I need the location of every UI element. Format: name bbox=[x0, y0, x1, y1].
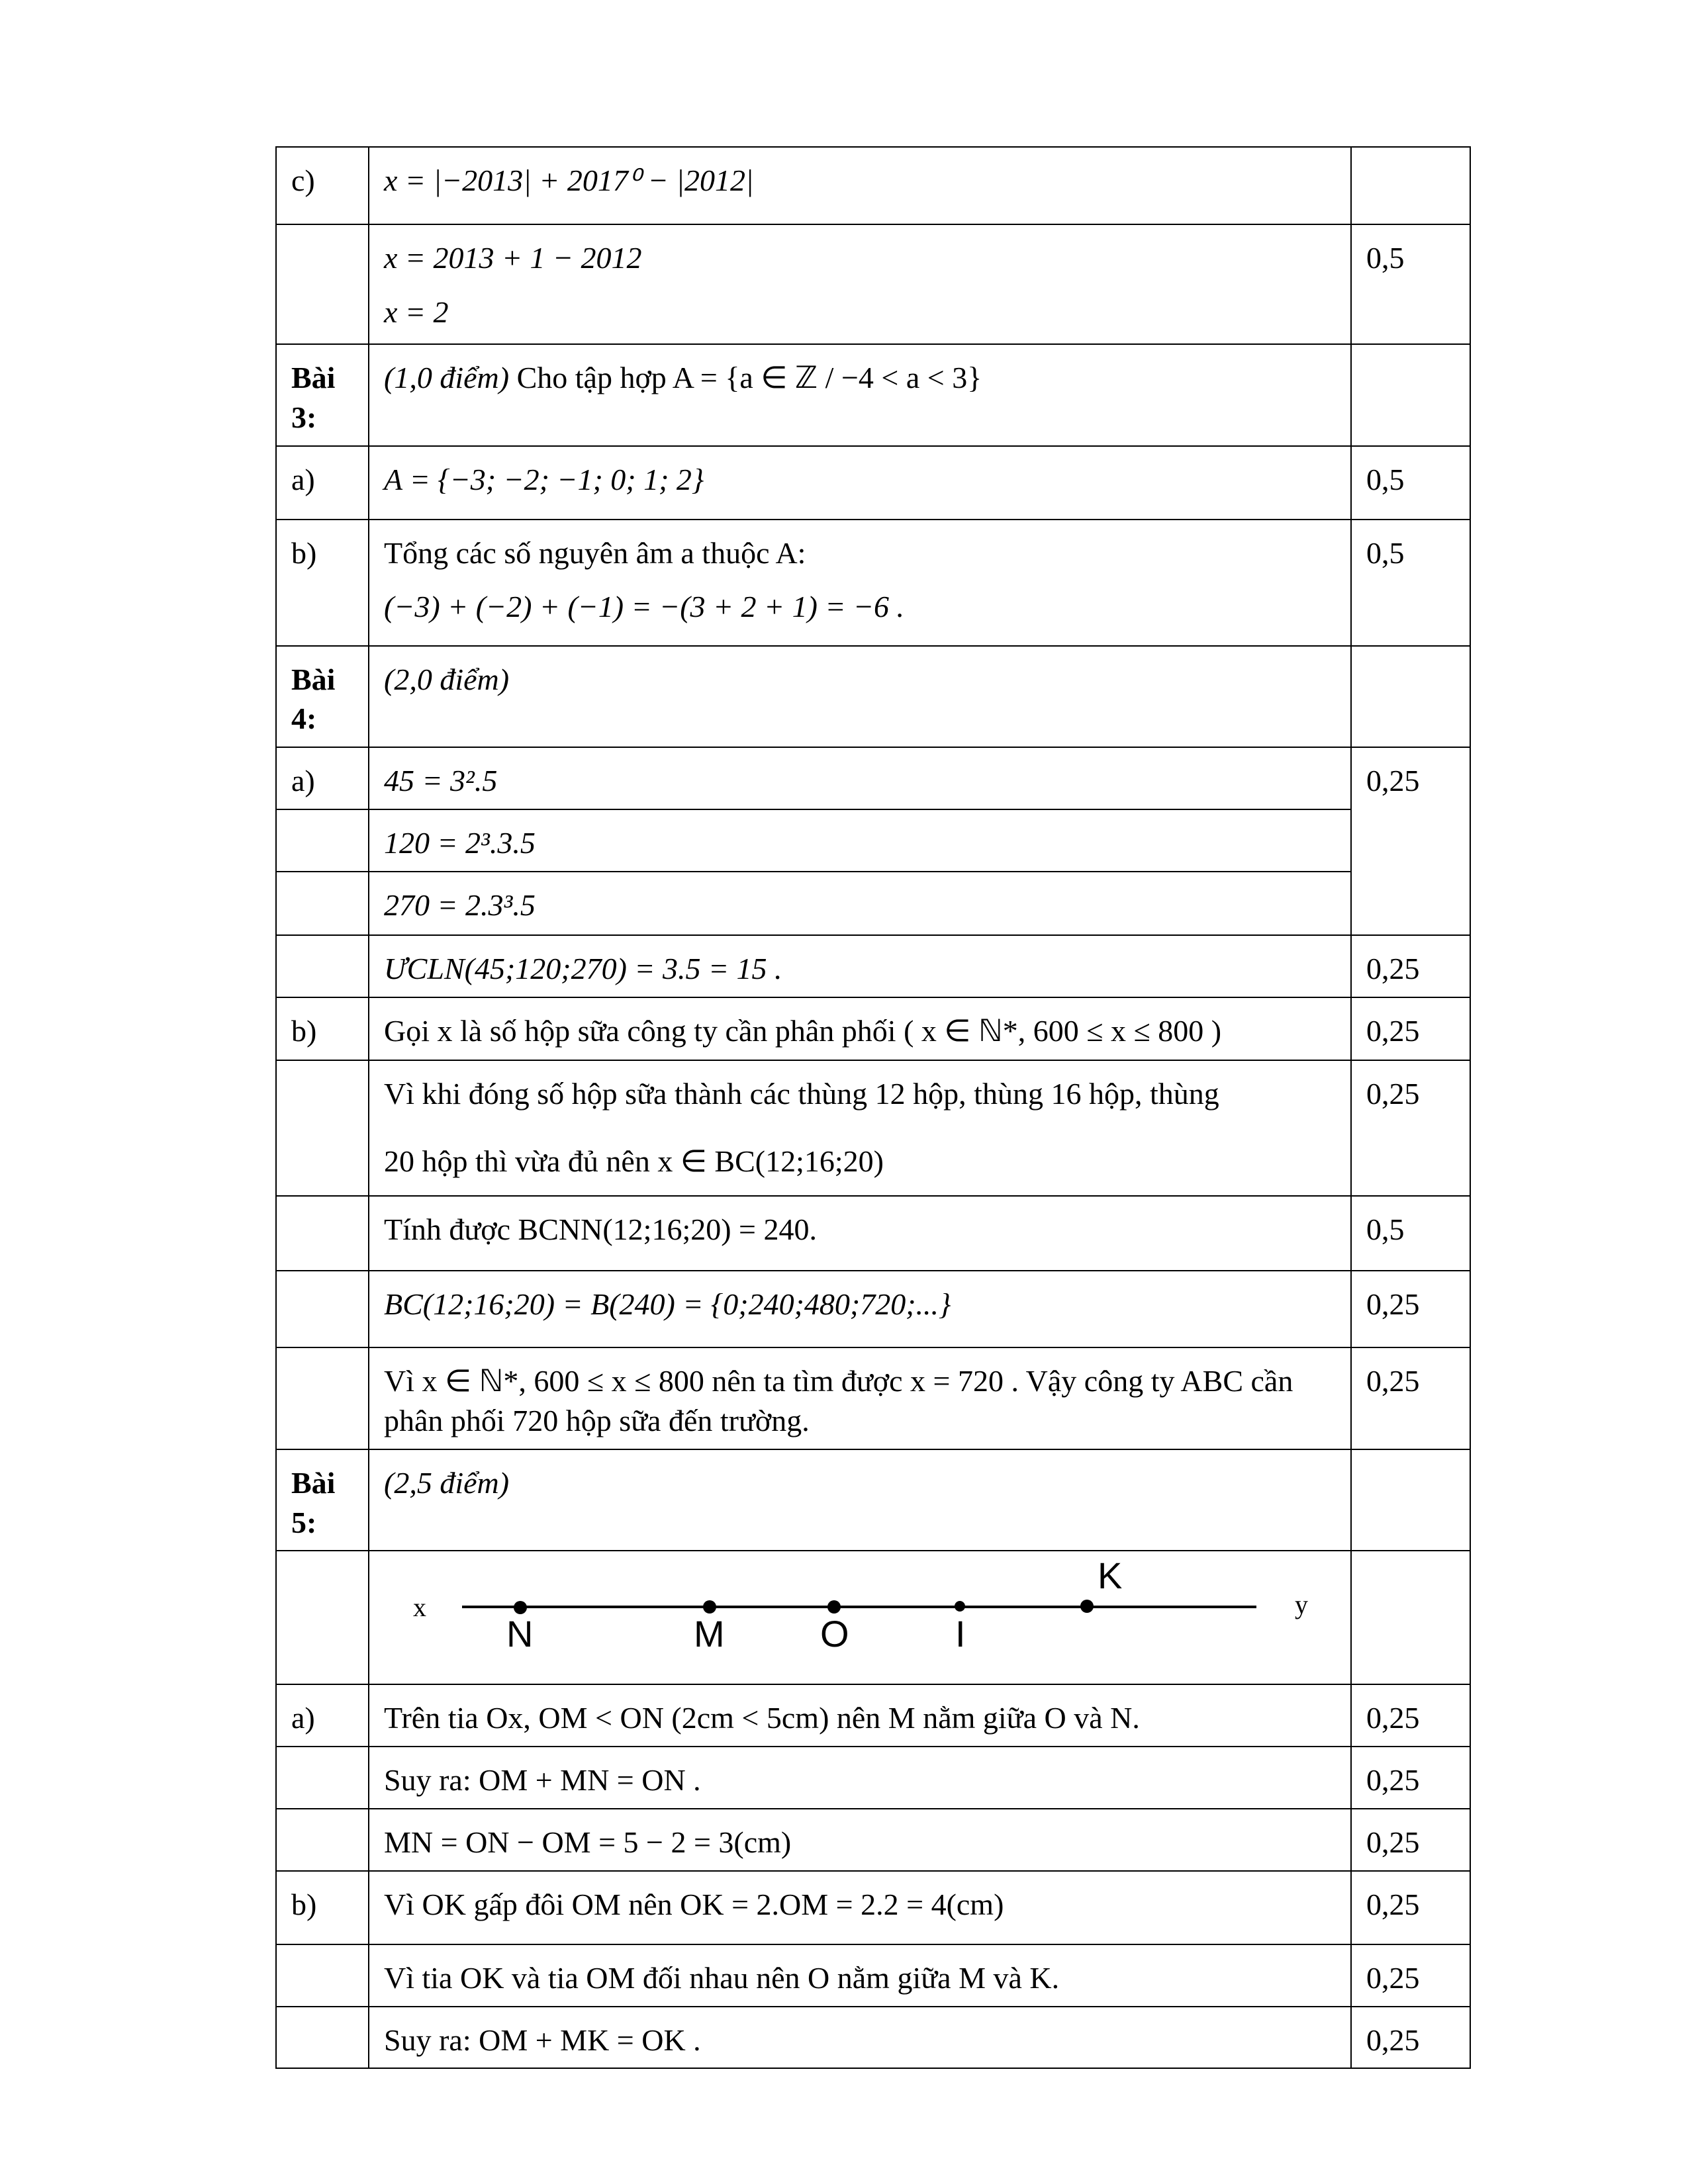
row-label bbox=[276, 1347, 369, 1449]
row-label: a) bbox=[276, 747, 369, 809]
row-content: x = 2013 + 1 − 2012 x = 2 bbox=[369, 224, 1351, 344]
table-row bbox=[276, 1871, 1470, 1944]
exercise-label: Bài 4: bbox=[276, 646, 369, 748]
row-content: x = |−2013| + 2017⁰ − |2012| bbox=[369, 147, 1351, 224]
table-row bbox=[276, 1551, 1470, 1684]
row-score bbox=[1351, 344, 1470, 446]
row-label bbox=[276, 1809, 369, 1871]
row-content: (2,0 điểm) bbox=[369, 646, 1351, 748]
row-label bbox=[276, 2007, 369, 2069]
row-score: 0,25 bbox=[1351, 747, 1470, 935]
row-content: Suy ra: OM + MK = OK . bbox=[369, 2007, 1351, 2069]
point-i bbox=[955, 1601, 965, 1612]
table-row bbox=[276, 1449, 1470, 1551]
row-label bbox=[276, 1944, 369, 2007]
row-content: Vì OK gấp đôi OM nên OK = 2.OM = 2.2 = 4(cm) bbox=[369, 1871, 1351, 1944]
table-row bbox=[276, 446, 1470, 520]
point-i-label: I bbox=[955, 1613, 966, 1655]
row-label bbox=[276, 809, 369, 872]
table-row bbox=[276, 1809, 1470, 1871]
table-row bbox=[276, 1747, 1470, 1809]
point-o bbox=[827, 1600, 841, 1614]
ray-label-x: x bbox=[413, 1592, 426, 1623]
table-row bbox=[276, 1347, 1470, 1449]
ray-diagram-svg bbox=[369, 1551, 1381, 1684]
row-score: 0,25 bbox=[1351, 1060, 1470, 1196]
row-content: Gọi x là số hộp sữa công ty cần phân phối ( x ∈ ℕ*, 600 ≤ x ≤ 800 ) bbox=[369, 997, 1351, 1060]
row-score: 0,25 bbox=[1351, 1944, 1470, 2007]
row-label: a) bbox=[276, 1684, 369, 1747]
answer-key-table bbox=[275, 146, 1471, 2069]
table-row bbox=[276, 935, 1470, 997]
row-content: Vì x ∈ ℕ*, 600 ≤ x ≤ 800 nên ta tìm được x = 720 . Vậy công ty ABC cần phân phối 720 hộp sữa đến trường. bbox=[369, 1347, 1351, 1449]
ray-diagram bbox=[369, 1551, 1351, 1684]
point-m bbox=[703, 1600, 716, 1614]
row-content: (1,0 điểm) Cho tập hợp A = {a ∈ ℤ / −4 < a < 3} bbox=[369, 344, 1351, 446]
row-label: b) bbox=[276, 997, 369, 1060]
table-row bbox=[276, 1060, 1470, 1196]
row-score: 0,25 bbox=[1351, 935, 1470, 997]
row-score: 0,5 bbox=[1351, 520, 1470, 646]
row-content: (2,5 điểm) bbox=[369, 1449, 1351, 1551]
row-score: 0,5 bbox=[1351, 446, 1470, 520]
row-content: Trên tia Ox, OM < ON (2cm < 5cm) nên M nằm giữa O và N. bbox=[369, 1684, 1351, 1747]
row-score: 0,25 bbox=[1351, 2007, 1470, 2069]
row-score: 0,25 bbox=[1351, 1809, 1470, 1871]
point-n-label: N bbox=[506, 1613, 534, 1655]
row-content: Suy ra: OM + MN = ON . bbox=[369, 1747, 1351, 1809]
row-score bbox=[1351, 147, 1470, 224]
row-score: 0,25 bbox=[1351, 1871, 1470, 1944]
row-label: b) bbox=[276, 520, 369, 646]
table-row bbox=[276, 997, 1470, 1060]
ray-label-y: y bbox=[1295, 1590, 1308, 1620]
row-label bbox=[276, 224, 369, 344]
row-content: Tổng các số nguyên âm a thuộc A: (−3) + (−2) + (−1) = −(3 + 2 + 1) = −6 . bbox=[369, 520, 1351, 646]
table-row bbox=[276, 344, 1470, 446]
point-k bbox=[1080, 1600, 1094, 1613]
row-content: Vì khi đóng số hộp sữa thành các thùng 12 hộp, thùng 16 hộp, thùng 20 hộp thì vừa đủ nên x ∈ BC(12;16;20) bbox=[369, 1060, 1351, 1196]
table-row bbox=[276, 147, 1470, 224]
point-n bbox=[514, 1601, 527, 1614]
row-content: 120 = 2³.3.5 bbox=[369, 809, 1351, 872]
table-row bbox=[276, 747, 1470, 809]
row-content: BC(12;16;20) = B(240) = {0;240;480;720;...} bbox=[369, 1271, 1351, 1347]
row-content: A = {−3; −2; −1; 0; 1; 2} bbox=[369, 446, 1351, 520]
row-label bbox=[276, 872, 369, 935]
exercise-label: Bài 5: bbox=[276, 1449, 369, 1551]
row-label: a) bbox=[276, 446, 369, 520]
table-row bbox=[276, 520, 1470, 646]
table-row bbox=[276, 1271, 1470, 1347]
row-score bbox=[1351, 646, 1470, 748]
row-label bbox=[276, 935, 369, 997]
row-score: 0,25 bbox=[1351, 1684, 1470, 1747]
row-score: 0,5 bbox=[1351, 224, 1470, 344]
row-content: 270 = 2.3³.5 bbox=[369, 872, 1351, 935]
point-m-label: M bbox=[694, 1613, 725, 1655]
exercise-label: Bài 3: bbox=[276, 344, 369, 446]
row-score bbox=[1351, 1449, 1470, 1551]
row-content: Vì tia OK và tia OM đối nhau nên O nằm giữa M và K. bbox=[369, 1944, 1351, 2007]
row-score: 0,25 bbox=[1351, 1747, 1470, 1809]
row-content: MN = ON − OM = 5 − 2 = 3(cm) bbox=[369, 1809, 1351, 1871]
row-content: Tính được BCNN(12;16;20) = 240. bbox=[369, 1196, 1351, 1271]
row-content: 45 = 3².5 bbox=[369, 747, 1351, 809]
row-content: ƯCLN(45;120;270) = 3.5 = 15 . bbox=[369, 935, 1351, 997]
row-label bbox=[276, 1196, 369, 1271]
table-row bbox=[276, 809, 1470, 872]
row-label bbox=[276, 1747, 369, 1809]
row-label bbox=[276, 1271, 369, 1347]
row-score: 0,25 bbox=[1351, 997, 1470, 1060]
point-o-label: O bbox=[820, 1613, 849, 1655]
row-score: 0,25 bbox=[1351, 1271, 1470, 1347]
row-label bbox=[276, 1060, 369, 1196]
table-row bbox=[276, 2007, 1470, 2069]
table-row bbox=[276, 224, 1470, 344]
table-row bbox=[276, 646, 1470, 748]
table-row bbox=[276, 1944, 1470, 2007]
row-score: 0,25 bbox=[1351, 1347, 1470, 1449]
row-label: c) bbox=[276, 147, 369, 224]
row-label: b) bbox=[276, 1871, 369, 1944]
point-k-label: K bbox=[1098, 1555, 1123, 1597]
row-score: 0,5 bbox=[1351, 1196, 1470, 1271]
table-row bbox=[276, 872, 1470, 935]
table-row bbox=[276, 1684, 1470, 1747]
table-row bbox=[276, 1196, 1470, 1271]
